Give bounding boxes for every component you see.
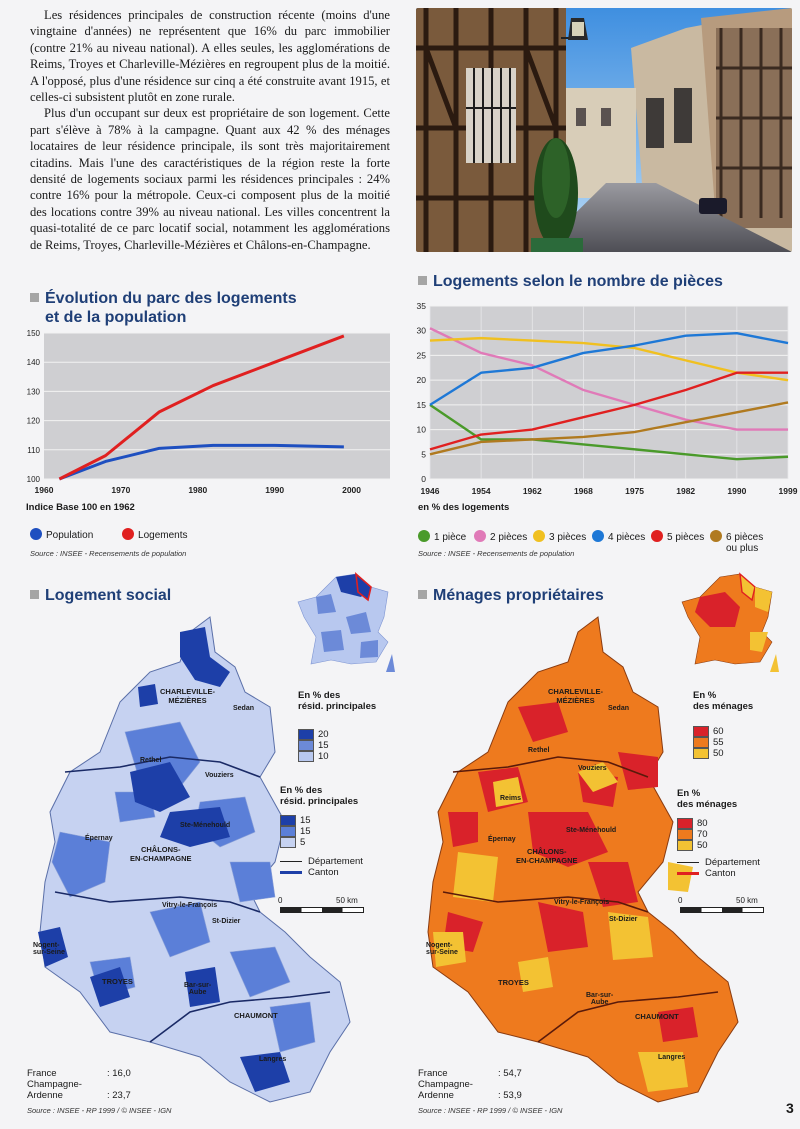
legend-title: En % des résid. principales — [298, 690, 377, 712]
city-label: CHARLEVILLE- MÉZIÈRES — [548, 687, 603, 705]
x-tick-label: 1970 — [111, 485, 131, 495]
departement-line-symbol — [280, 861, 302, 862]
city-label: Épernay — [85, 835, 113, 842]
x-tick-label: 2000 — [342, 485, 362, 495]
city-label: Bar-sur- Aube — [586, 992, 614, 1006]
title-marker — [30, 293, 39, 302]
city-label: CHÂLONS- EN-CHAMPAGNE — [130, 845, 192, 863]
city-label: CHÂLONS- EN-CHAMPAGNE — [516, 847, 578, 865]
intro-text-block — [30, 7, 390, 253]
legend-swatch — [693, 726, 709, 737]
y-tick-label: 140 — [26, 358, 40, 368]
map-right-scale-bar: 0 50 km — [678, 896, 682, 905]
y-tick-label: 0 — [421, 474, 426, 484]
y-tick-label: 10 — [416, 424, 426, 435]
x-tick-label: 1946 — [420, 486, 440, 496]
legend-swatch — [298, 751, 314, 762]
canton-line-symbol — [677, 872, 699, 875]
city-label: Vitry-le-François — [554, 899, 610, 906]
city-label: CHAUMONT — [635, 1012, 679, 1021]
map-left-legend: En % des résid. principales 15 15 5 Département Canton — [280, 785, 363, 878]
legend-swatch — [693, 748, 709, 759]
canton-line-symbol — [280, 871, 302, 874]
x-tick-label: 1980 — [188, 485, 208, 495]
legend-swatch — [693, 737, 709, 748]
city-label: TROYES — [102, 977, 133, 986]
title-marker — [30, 590, 39, 599]
departement-line-symbol — [677, 862, 699, 863]
y-tick-label: 100 — [26, 475, 40, 484]
legend-item-population: Population — [30, 530, 96, 541]
map-right-title: Ménages propriétaires — [418, 586, 604, 605]
city-label: Reims — [500, 795, 522, 802]
street-photo — [416, 8, 792, 252]
legend-item-2-pieces: 2 pièces — [474, 530, 527, 543]
map-left-france-inset — [296, 572, 396, 672]
map-left-title: Logement social — [30, 586, 171, 605]
x-tick-label: 1954 — [471, 486, 491, 496]
legend-dot — [474, 530, 486, 542]
city-label: St-Dizier — [212, 918, 241, 925]
title-marker — [418, 590, 427, 599]
street-photo-illustration — [416, 8, 792, 252]
city-label: Sedan — [233, 705, 255, 712]
city-label: Langres — [259, 1056, 287, 1063]
chart-right-title: Logements selon le nombre de pièces — [418, 272, 798, 291]
legend-item-logements: Logements — [122, 530, 187, 541]
chart-left-note: Indice Base 100 en 1962 — [26, 502, 135, 513]
x-tick-label: 1968 — [573, 486, 593, 496]
legend-swatch — [677, 829, 693, 840]
legend-title: En % des résid. principales — [280, 785, 359, 807]
legend-swatch — [298, 729, 314, 740]
map-right-source: Source : INSEE - RP 1999 / © INSEE - IGN — [418, 1106, 563, 1115]
legend-dot — [30, 528, 42, 540]
chart-left-legend — [30, 528, 188, 541]
y-tick-label: 130 — [26, 387, 40, 397]
legend-title: En % des ménages — [693, 690, 754, 712]
map-left-scale-bar: 0 50 km — [278, 896, 282, 905]
legend-dot — [122, 528, 134, 540]
city-label: Rethel — [528, 747, 550, 754]
city-label: Bar-sur- Aube — [184, 982, 212, 996]
y-tick-label: 150 — [26, 329, 40, 338]
legend-swatch — [298, 740, 314, 751]
paragraph-1: Les résidences principales de construction récente (moins d'une vingtaine d'années) ne représentent que 16% du parc immobilier (contre 21% au niveau national). A elles seules, les agglomérations de Reims, Troyes et Charleville-Mézières en regroupent plus de la moitié. A l'opposé, plus d'une résidence sur cinq a été construite avant 1915, et celles-ci subsistent plutôt en zone rurale. — [30, 8, 390, 105]
city-label: Vouziers — [578, 765, 607, 772]
city-label: CHARLEVILLE- MÉZIÈRES — [160, 687, 215, 705]
chart-right-line-chart — [410, 296, 800, 501]
y-tick-label: 120 — [26, 416, 40, 426]
map-right-france-legend: En % des ménages 60 55 50 — [693, 690, 754, 759]
legend-item-1-piece: 1 pièce — [418, 530, 466, 543]
legend-dot — [533, 530, 545, 542]
city-label: Langres — [658, 1054, 686, 1061]
legend-swatch — [280, 837, 296, 848]
x-tick-label: 1975 — [625, 486, 645, 496]
city-label: TROYES — [498, 978, 529, 987]
y-tick-label: 30 — [416, 325, 426, 336]
chart-right-note: en % des logements — [418, 502, 510, 513]
legend-dot — [710, 530, 722, 542]
map-left-source: Source : INSEE - RP 1999 / © INSEE - IGN — [27, 1106, 172, 1115]
city-label: CHAUMONT — [234, 1011, 278, 1020]
legend-dot — [592, 530, 604, 542]
chart-left-line-chart — [20, 325, 400, 515]
legend-dot — [651, 530, 663, 542]
legend-item-5-pieces: 5 pièces — [651, 530, 704, 543]
y-tick-label: 35 — [416, 301, 426, 311]
legend-item-6-pieces: 6 pièces ou plus — [710, 530, 763, 554]
y-tick-label: 25 — [416, 350, 426, 361]
x-tick-label: 1990 — [727, 486, 747, 496]
map-right-france-inset — [680, 572, 780, 672]
plot-area — [430, 306, 788, 479]
map-right-legend: En % des ménages 80 70 50 Département Canton — [677, 788, 760, 879]
chart-left-source: Source : INSEE - Recensements de population — [30, 549, 187, 558]
legend-item-4-pieces: 4 pièces — [592, 530, 645, 543]
city-label: Vitry-le-François — [162, 902, 218, 909]
title-marker — [418, 276, 427, 285]
legend-swatch — [677, 818, 693, 829]
x-tick-label: 1990 — [265, 485, 285, 495]
y-tick-label: 15 — [416, 399, 426, 410]
legend-swatch — [677, 840, 693, 851]
city-label: Ste-Ménehould — [180, 822, 231, 829]
y-tick-label: 5 — [421, 449, 426, 460]
y-tick-label: 20 — [416, 375, 426, 386]
city-label: Ste-Ménehould — [566, 827, 617, 834]
x-tick-label: 1962 — [522, 486, 542, 496]
plot-area — [44, 333, 390, 479]
y-tick-label: 110 — [27, 445, 40, 455]
legend-swatch — [280, 826, 296, 837]
chart-left-title: Évolution du parc des logements et de la population — [30, 289, 410, 327]
x-tick-label: 1960 — [34, 485, 54, 495]
legend-item-3-pieces: 3 pièces — [533, 530, 586, 543]
chart-right-source: Source : INSEE - Recensements de population — [418, 549, 575, 558]
x-tick-label: 1999 — [778, 486, 798, 496]
city-label: Vouziers — [205, 772, 234, 779]
map-right-stats: France : 54,7 Champagne-Ardenne : 53,9 — [418, 1068, 522, 1101]
city-label: Épernay — [488, 836, 516, 843]
map-left-stats: France : 16,0 Champagne-Ardenne : 23,7 — [27, 1068, 131, 1101]
legend-dot — [418, 530, 430, 542]
page-number: 3 — [786, 1100, 794, 1116]
city-label: Rethel — [140, 757, 162, 764]
paragraph-2: Plus d'un occupant sur deux est propriétaire de son logement. Cette part s'élève à 78% à la campagne. Quant aux 42 % des ménages locataires de leur résidence principale, ils sont très majoritairement citadins. Mais l'une des caractéristiques de la région reste la forte densité de logements sociaux parmi les résidences principales : 24% contre 16% pour la métropole. Ceux-ci composent plus de la moitié des locations contre 39% au niveau national. Les villes concentrent la quasi-totalité de ce parc locatif social, notamment les agglomérations de Reims, Troyes, Charleville-Mézières et Châlons-en-Champagne. — [30, 106, 390, 252]
legend-title: En % des ménages — [677, 788, 738, 810]
x-tick-label: 1982 — [676, 486, 696, 496]
city-label: St-Dizier — [609, 916, 638, 923]
city-label: Nogent- sur-Seine — [33, 942, 65, 956]
map-left-france-legend: En % des résid. principales 20 15 10 — [298, 690, 377, 762]
city-label: Nogent- sur-Seine — [426, 942, 458, 956]
legend-swatch — [280, 815, 296, 826]
city-label: Sedan — [608, 705, 630, 712]
